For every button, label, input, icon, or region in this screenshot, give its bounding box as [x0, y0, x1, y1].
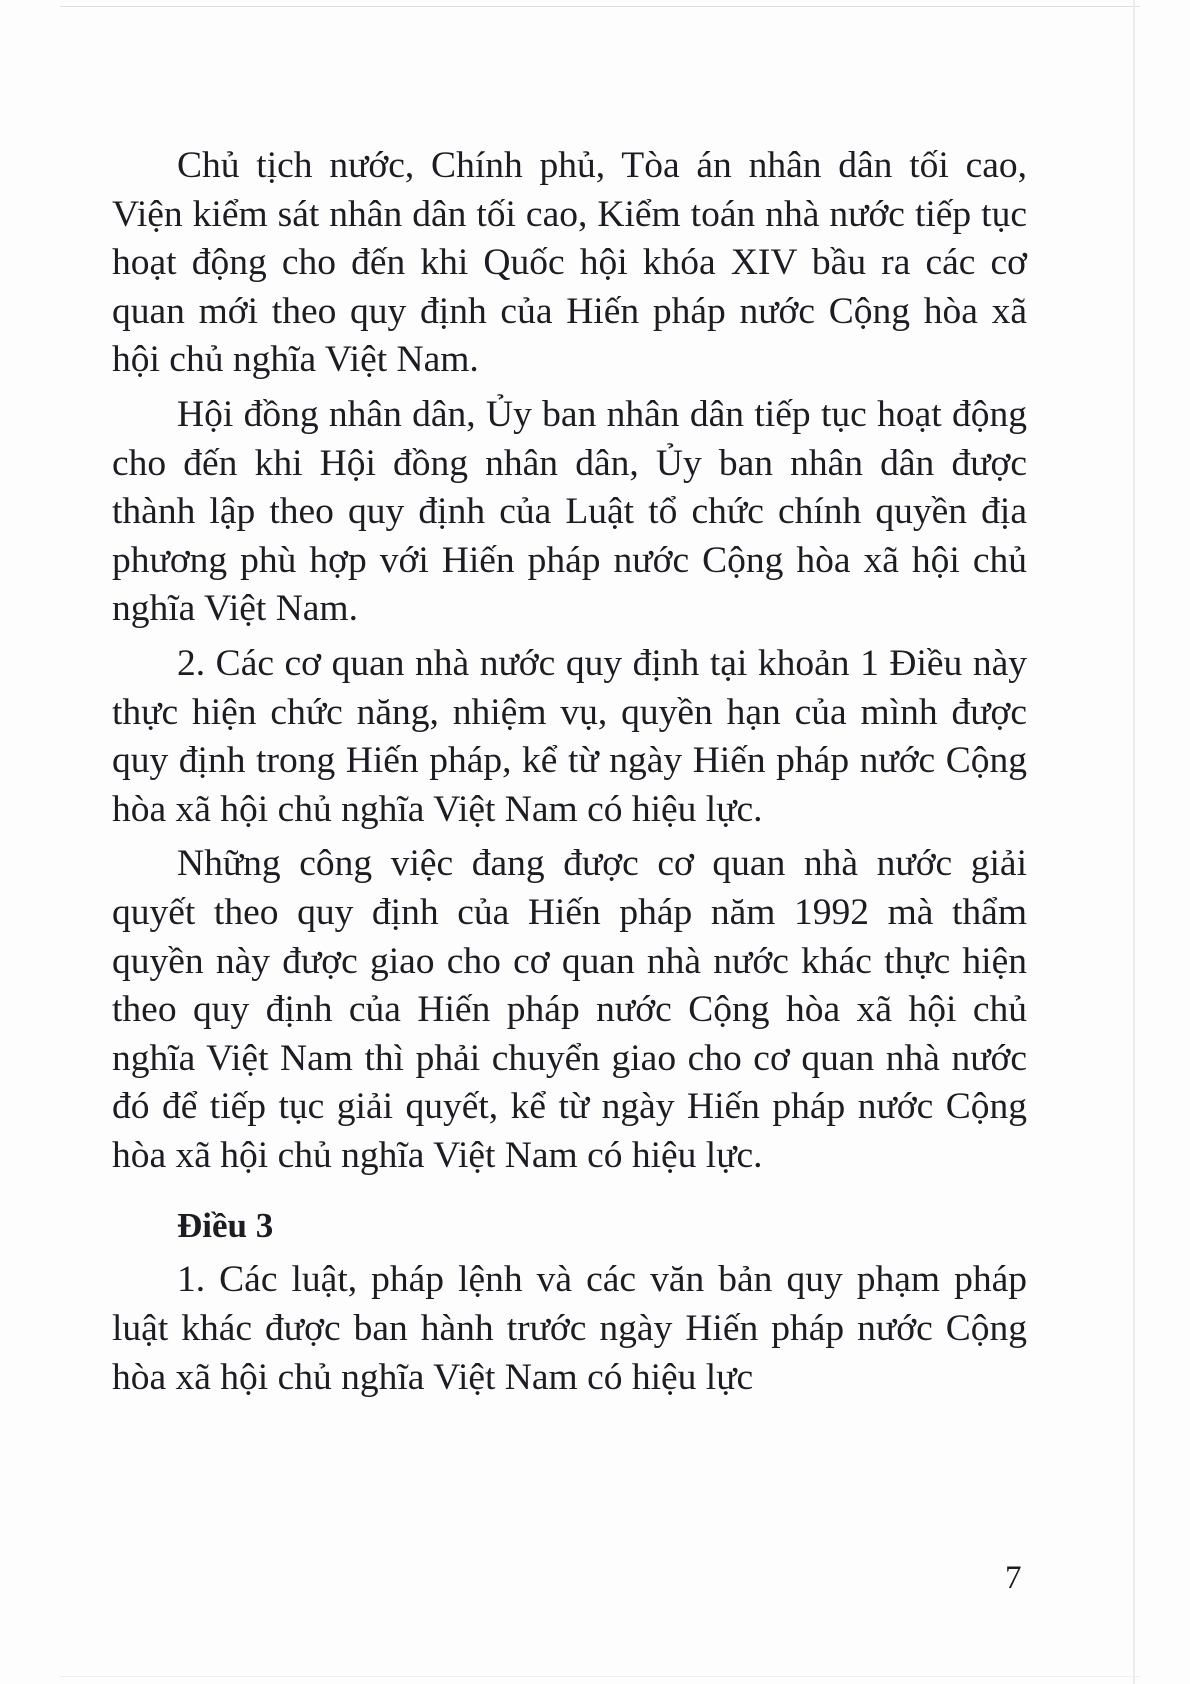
article-heading: Điều 3 [177, 1206, 274, 1246]
article-paragraph: 1. Các luật, pháp lệnh và các văn bản quy phạm pháp luật khác được ban hành trước ngày Hiến pháp nước Cộng hòa xã hội chủ nghĩa Việt Nam có hiệu lực [112, 1259, 1027, 1398]
bottom-edge-line [60, 1676, 1140, 1677]
right-edge-line [1133, 0, 1135, 1684]
paragraph-4: Những công việc đang được cơ quan nhà nước giải quyết theo quy định của Hiến pháp năm 1992 mà thẩm quyền này được giao cho cơ quan nhà nước khác thực hiện theo quy định của Hiến pháp nước Cộng hòa xã hội chủ nghĩa Việt Nam thì phải chuyển giao cho cơ quan nhà nước đó để tiếp tục giải quyết, kể từ ngày Hiến pháp nước Cộng hòa xã hội chủ nghĩa Việt Nam có hiệu lực. [112, 843, 1027, 1176]
page-number: 7 [1005, 1560, 1022, 1596]
body-text [112, 142, 1027, 1402]
paragraph-2: Hội đồng nhân dân, Ủy ban nhân dân tiếp tục hoạt động cho đến khi Hội đồng nhân dân, Ủy ban nhân dân được thành lập theo quy định của Luật tổ chức chính quyền địa phương phù hợp với Hiến pháp nước Cộng hòa xã hội chủ nghĩa Việt Nam. [112, 393, 1027, 630]
paragraph-1: Chủ tịch nước, Chính phủ, Tòa án nhân dân tối cao, Viện kiểm sát nhân dân tối cao, Kiểm toán nhà nước tiếp tục hoạt động cho đến khi Quốc hội khóa XIV bầu ra các cơ quan mới theo quy định của Hiến pháp nước Cộng hòa xã hội chủ nghĩa Việt Nam. [112, 145, 1027, 381]
paragraph-3: 2. Các cơ quan nhà nước quy định tại khoản 1 Điều này thực hiện chức năng, nhiệm vụ, quyền hạn của mình được quy định trong Hiến pháp, kể từ ngày Hiến pháp nước Cộng hòa xã hội chủ nghĩa Việt Nam có hiệu lực. [112, 642, 1027, 830]
top-edge-line [60, 6, 1140, 7]
